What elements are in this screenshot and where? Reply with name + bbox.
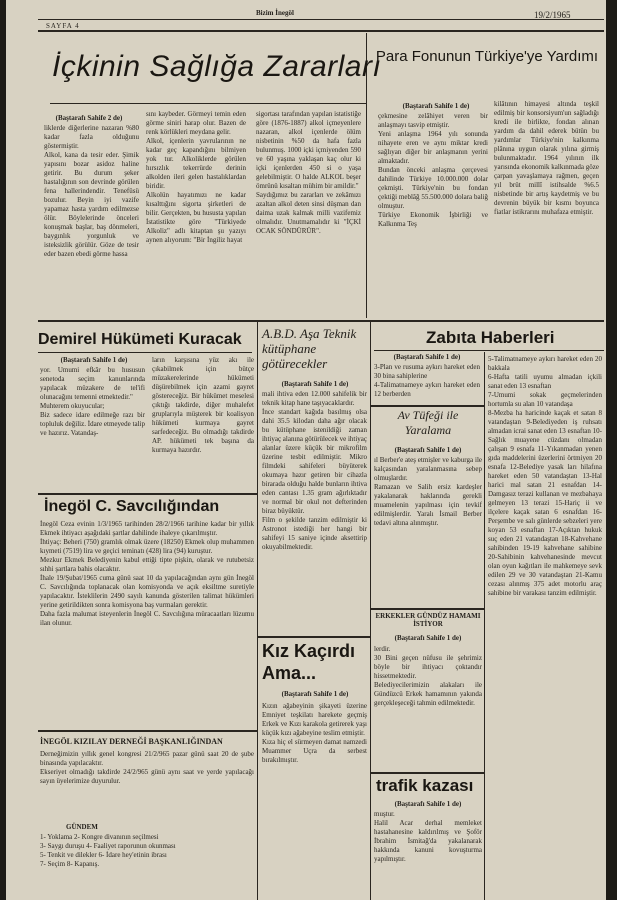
title-underline — [374, 350, 604, 351]
article-column: çekmesine zelâhiyet veren bir anlaşmayı tasvip etmiştir. Yeni anlaşma 1964 yılı sonunda nihayete eren ve aynı miktar kredi sağlıyan diğer bir anlaşmanın yerini almaktadır. Bundan önceki anlaşma çerçevesi dahilinde Türkiye 10.000.000 dolar çekmişti. Türkiye'nin bu fondan çektiği meblâğ 55.500.000 dolara baliğ olmuştur. Türkiye Ekonomik İşbirliği ve Kalkınma Teş — [378, 112, 488, 228]
article-column: ların karşısına yüz akı ile çıkabilmek için bütçe müzakerelerinde hükümeti düşürebilmek için azami gayret göstereceğiz. Bir hükümet meselesi çıktığı takdirde, diğer muhalefet gruplarıyla müşterek bir koalisyon hükümeti kurmaya gayret sarfedeceğiz. Bu olmadığı takdirde AP. hükümeti tek başına da kurmaya hazırdır. — [152, 356, 254, 454]
masthead-newspaper-name: Bizim İnegöl — [256, 9, 294, 17]
article-column: yor. Umumi efkâr bu hususun senetoda seçim kanunlarında yapılacak müzakere de tel'ifi olunacağını temenni etmektedir." Muhterem okuyucular; Biz sadece idare edilmeğe razı bir topluluk değiliz. İdare etmeyede talip ve hazırız. Vatandaş- — [40, 366, 145, 437]
article-title: Zabıta Haberleri — [426, 328, 555, 347]
article-title: Para Fonunun Türkiye'ye Yardımı — [375, 48, 599, 65]
article-subhead: (Baştarafı Sahife 1 de) — [281, 380, 349, 388]
article-column: liklerde diğerlerine nazaran %80 kadar fazla olduğunu göstermiştir. Alkol, kana da tesir eder. Şimik yapısını bozar asidoz haline getirir. Bu durum şeker hastalığının son devrinde görülen fena hallerindendir. Tenefüsü bozulur. Beyin iyi vazife yapamaz hasta yardım edilmezse ölür. Böylelerinde önceleri konuşmak başlar, baş dönmeleri, baygınlık yorgunluk ve isteksizlik görülür. Göze de tesir eder bazen ebedi görme hassa — [44, 124, 139, 258]
article-body: muştur. Halil Acar derhal memleket hastahanesine kaldırılmış ve Şoför İbrahim İsmitağ'da yakalanarak hakkında kanuni kovuşturma yapılmıştır. — [374, 810, 482, 863]
agenda-title: GÜNDEM — [66, 823, 98, 831]
article-subhead: (Baştarafı Sahife 1 de) — [394, 446, 462, 454]
page-label: SAYFA 4 — [46, 22, 80, 30]
article-title: ERKEKLER GÜNDÜZ HAMAMI İSTİYOR — [375, 612, 481, 628]
article-column: sını kaybeder. Görmeyi temin eden görme siniri harap olur. Bazen de renk körlükleri meydana gelir. Alkol, içenlerin yavrularının ne kadar geç kapandığını bilmiyen yok tur. Alkoliklerde görülen hırsızlık tekerrürde derinin alkolden ileri gelen hastalıklardan biridir. Alkolün hayatımızı ne kadar kısalttığını sigorta şirketleri de bilir. Gerçekten, bu hususta yapılan İstatistikte göre "Türkiyede Alkoliz" adlı kitaptan şu yazıyı aynen alıyorum: "Bir İngiliz hayat — [146, 110, 246, 244]
article-column: 5-Talimatnameye aykırı hareket eden 20 bakkala 6-Hafta tatili uyumu almadan içkili sanat eden 13 esnaftan 7-Umumi sokak geçmelerinden hortumla su alan 10 vatandaşa 8-Mezba ha haricinde kaçak et satan 8 vatandaştan 9-Belediyeden iş ruhsatı almadan icrai sanat eden 13 esnaftan 10-Sağlık muayene cüzdanı olmadan çalışan 9 esnafa 11-Yıkanmadan yenen gıda maddelerini üzerlerini örtmiyen 20 esnafa 12-Belediye yasak ları hilafına hareket eden 50 vatandaştan 13-Hal harici mal satan 21 esnafdan 14-Damgasız terazi kullanan ve mezbahaya gelmeyen 13 terazi 15-Hariç ii ve ilçelere kaçak satan 6 esnafdan 16-Perşembe ve salı günlerde sebzeleri yere koyan 53 esnaftan 17-Açıktan hukuk suç eden 21 vatandaştan 18-Kahvehane sahibinden 19-19 kahvehane sahibine 20-Sahibinin kahvehanesinde mevcut olan oyun kağıtları ile mahkemeye sevk edilen 29 ve 30 vatandaştan 21-Kamu cezası alınmış 375 adet motorlu araç sahibine bir varakası tanzim edilmiştir. — [488, 355, 602, 597]
article-title: Av Tüfeği ile Yaralama — [397, 408, 459, 437]
article-body: ıl Berber'e ateş etmişler ve kaburga ile kalçasından yaralanmasına sebep olmuşlardır. Ramazan ve Salih ersiz kardeşler yakalanarak haklarında gerekli muamelenin yapılması için tevkif edilmişlerdir. Yaralı İsmail Berber tedavi altına alınmıştır. — [374, 456, 482, 527]
article-title: trafik kazası — [376, 776, 474, 795]
article-body: lerdir. 30 Bini geçen nüfusu ile şehrimiz böyle bir ihtiyacı çoktandır hissetmektedir. Belediyecilerimizin alakaları ile Gündüzcü Erkek hamamının yakında gerçekleşeceği tahmin edilmektedir. — [374, 645, 482, 707]
article-title: Kız Kaçırdı Ama... — [262, 641, 356, 683]
agenda-list: 1- Yoklama 2- Kongre divanının seçilmesi 3- Saygı duruşu 4- Faaliyet raporunun okunması 5- Tenkit ve dilekler 6- İdare hey'etinin ibrası 7- Seçim 8- Kapanış. — [40, 833, 176, 868]
article-subhead: (Baştarafı Sahife 1 de) — [394, 800, 462, 808]
newspaper-page — [6, 0, 606, 900]
article-body: Kızın ağabeyinin şikayeti üzerine Emniyet teşkilatı harekete geçmiş Erkek ve Kızı karakola getirerek yaşı küçük kızı ağabeyine teslim etmiştir. Kıza hiç el sürmeyen damat namzedi Muammer Uçra da serbest bırakılmıştır. — [262, 702, 367, 764]
masthead-rule-top — [38, 19, 604, 20]
section-rule — [258, 636, 370, 638]
section-rule — [38, 320, 604, 322]
column-divider — [484, 352, 485, 900]
section-rule — [38, 730, 257, 732]
article-column: kilâtının himayesi altında teşkil edilmiş bir konsorsiyum'un sağladığı kredi ile birlikte, fondan alınan yardım da dahil ederek bütün bu yardımlar Türkiye'nin kalkınma plânına uygun olarak yılına girmiş bulunmaktadır. 1964 yılının ilk yarısında ekonomik kalkınmada göze çarpan yavaşlamaya rağmen, geçen yıl brüt millî istihsalde %6.5 nisbetinde bir artış kaydetmiş ve bu devrenin büyük bir kısmı boyunca fiatlar istikrarını muhafaza etmiştir. — [494, 100, 599, 216]
article-subhead: (Baştarafı Sahife 1 de) — [394, 634, 462, 642]
article-subhead: (Baştarafı Sahife 1 de) — [393, 353, 461, 361]
article-body: Derneğimizin yıllık genel kongresi 21/2/965 pazar günü saat 20 de şube binasında yapılacaktır. Ekseriyet olmadığı takdirde 24/2/965 günü aynı saat ve yerde yapılacağı sayın üyelerimize duyurulur. — [40, 750, 254, 785]
article-title: A.B.D. Aşa Teknik kütüphane götürecekler — [262, 326, 357, 371]
column-divider — [257, 322, 258, 900]
article-title: İçkinin Sağlığa Zararları — [52, 50, 382, 83]
article-column: sigortası tarafından yapılan istatistiğe göre (1876-1887) alkol içmeyenlere nazaran, alkol içenlerde ölüm nisbetinin %50 da hafa fazla bulunmuş. 1000 içki içmiyenden 590 ve 60 yaşına yaklaşan kaç olur ki içki içenlerden 450 si o yaşa gelebilmiştir. O halde ALKOL beşer ömrünü kısaltan mühim bir amildir." Saydığımız bu zararları ve zekâmızı azaltan alkol deten sinsi düşman dan daima uzak kalmak milli vazifemiz olmalıdır. Unutmamalıdır ki "İÇKİ OCAK SÖNDÜRÜR". — [256, 110, 361, 235]
column-divider — [370, 322, 371, 900]
article-title: İnegöl C. Savcılığından — [44, 498, 220, 515]
section-rule — [38, 493, 257, 495]
title-underline — [50, 103, 366, 104]
article-subhead: (Baştarafı Sahife 1 de) — [60, 356, 128, 364]
section-rule — [371, 772, 484, 774]
masthead-rule — [38, 30, 604, 32]
article-title: Demirel Hükümeti Kuracak — [38, 331, 242, 348]
title-underline — [38, 352, 252, 353]
article-subhead: (Baştarafı Sahife 1 de) — [281, 690, 349, 698]
article-subhead: (Baştarafı Sahife 2 de) — [55, 114, 123, 122]
article-column: 3-Plan ve rusuma aykırı hareket eden 30 bina sahiplerine 4-Talimatnameye aykırı hareket eden 12 berberden — [374, 363, 480, 398]
article-title: İNEGÖL KIZILAY DERNEĞİ BAŞKANLIĞINDAN — [40, 737, 223, 746]
article-subhead: (Baştarafı Sahife 1 de) — [402, 102, 470, 110]
section-rule — [371, 608, 484, 610]
masthead-date: 19/2/1965 — [534, 10, 571, 20]
section-rule — [371, 405, 484, 407]
article-body: mali ihtiva eden 12.000 sahifelik bir teknik kitap hane taşıyacaklardır. İnce standart kağıda basılmış olsa dahi 35.5 kilodan daha ağır olacak bu kütüphane istenildiği zaman ihtiyaç alanına götürülecek ve ihtiyaç alanlar üzere küçük bir mikrofilm üzerine tesbit edilmiştir. Mikro filmdeki sahifeleri büyüterek okumaya hazır getiren bir cihazla birarada olduğu halde bunların ihtiva eden cantası 1.35 gram ağırlıktadır ve normal bir okul not defterinden biraz büyüktür. Film o şekilde tanzim edilmiştir ki Astronot istediği her hangi bir sahifeyi 15 saniye içinde aksettirip okuyabilmektedir. — [262, 390, 367, 551]
article-body: İnegöl Ceza evinin 1/3/1965 tarihinden 28/2/1966 tarihine kadar bir yıllık Ekmek ihtiyacı aşağıdaki şartlar dahilinde ihaleye çıkarılmıştır. İhtiyaç: Beheri (750) gramlık olmak üzere (18250) Ekmek olup muhammen kıymeti (7519) lira ve geçici teminatı (428) lira (94) kuruştur. Mezkur Ekmek Belediyenin kabul ettiği tipte pişkin, olarak ve rutubetsiz sıhhi şartlara bahis olacaktır. İhale 19/Şubat/1965 cuma günü saat 10 da yapılacağından aynı gün İnegöl C. Savcılığında toplanacak olan komisyonda ve açık eksiltme suretiyle yapılacaktır. İsteklilerin 2490 sayılı kanunda gösterilen talimat hükümleri yerine getirildikten sonra komisyona baş vurmaları gerektir. Daha fazla malumat isteyenlerin İnegöl C. Savcılığına müracaatları lüzumu ilan olunur. — [40, 520, 254, 627]
